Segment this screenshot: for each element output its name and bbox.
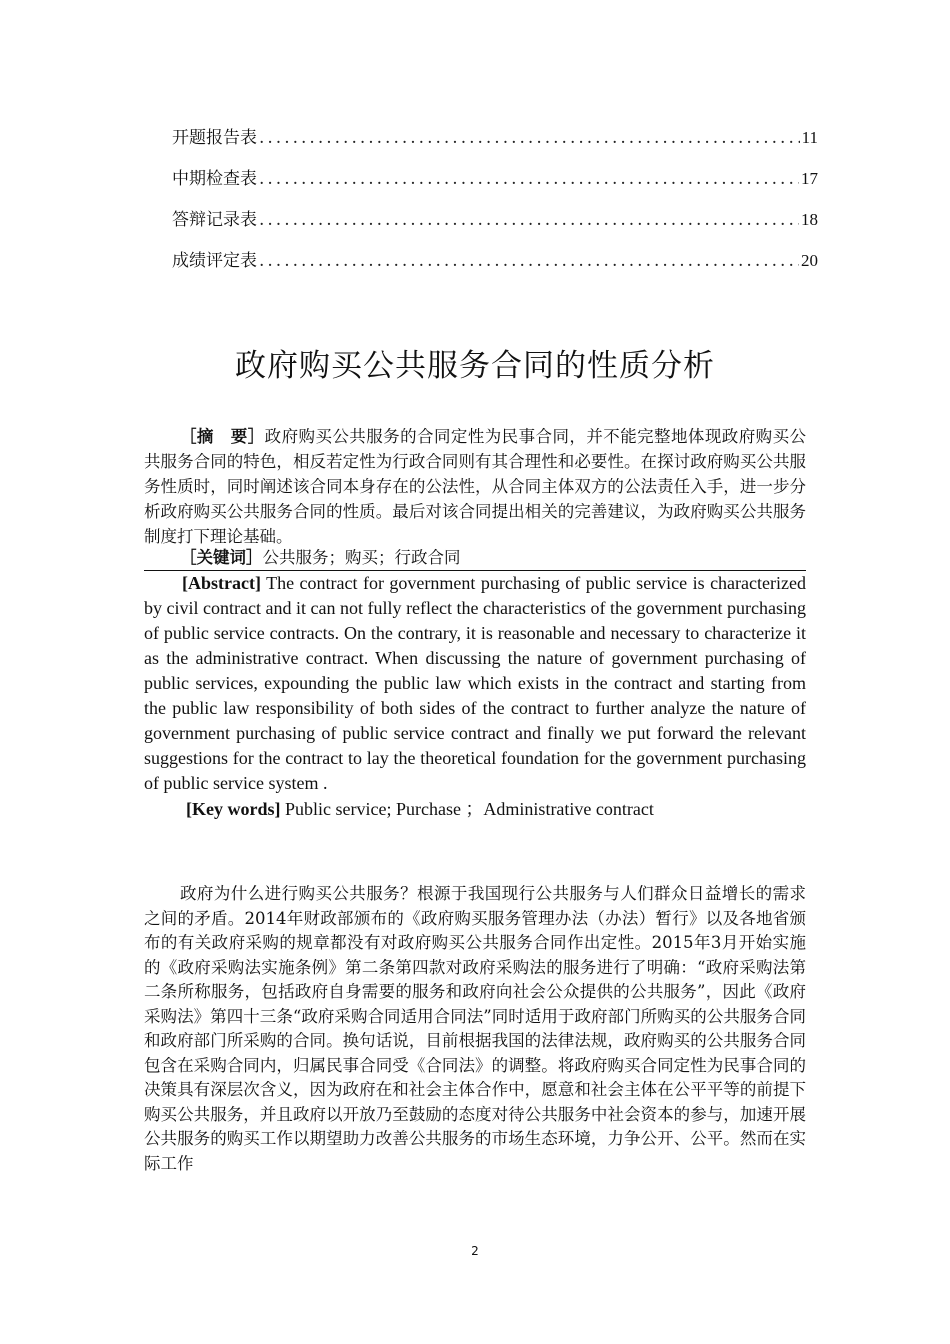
chinese-keywords-label: ［关键词］	[180, 548, 263, 567]
english-keywords	[144, 797, 806, 822]
chinese-abstract-text: 政府购买公共服务的合同定性为民事合同，并不能完整地体现政府购买公共服务合同的特色，相反若定性为行政合同则有其合理性和必要性。在探讨政府购买公共服务性质时，同时阐述该合同本身存在的公法性，从合同主体双方的公法责任入手，进一步分析政府购买公共服务合同的性质。最后对该合同提出相关的完善建议，为政府购买公共服务制度打下理论基础。	[144, 427, 807, 546]
toc-entry-page: 17	[801, 169, 818, 188]
toc-entry-label: 开题报告表	[172, 128, 257, 148]
toc-leader-dots	[259, 126, 800, 150]
page-number: 2	[471, 1244, 479, 1258]
chinese-keywords	[144, 545, 806, 570]
paper-title: 政府购买公共服务合同的性质分析	[235, 348, 715, 384]
english-abstract-text: The contract for government purchasing of public service is characterized by civil contract and it can not fully reflect the characteristics of the government purchasing of public service contracts. On the contrary, it is reasonable and necessary to characterize it as the administrative contract. When discussing the nature of government purchasing of public services, expounding the public law which exists in the contract and starting from the public law responsibility of both sides of the contract to further analyze the nature of government purchasing of public service contract and finally we put forward the relevant suggestions for the contract to lay the theoretical foundation for the government purchasing of public service system .	[144, 573, 806, 793]
toc-leader-dots	[259, 167, 799, 191]
toc-entry[interactable]	[172, 126, 818, 167]
english-abstract	[144, 571, 806, 796]
toc-entry-page: 11	[801, 128, 818, 147]
table-of-contents	[172, 126, 818, 290]
toc-entry[interactable]	[172, 249, 818, 290]
english-keywords-label: [Key words]	[186, 799, 281, 819]
english-keywords-text: Public service; Purchase ；Administrative contract	[280, 799, 654, 819]
chinese-abstract	[144, 424, 806, 549]
toc-entry-page: 20	[801, 251, 818, 270]
toc-leader-dots	[259, 208, 799, 232]
toc-entry-page: 18	[801, 210, 818, 229]
chinese-abstract-label: ［摘 要］	[180, 427, 265, 446]
toc-entry-label: 中期检查表	[172, 169, 257, 189]
body-paragraph: 政府为什么进行购买公共服务？根源于我国现行公共服务与人们群众日益增长的需求之间的矛盾。2014年财政部颁布的《政府购买服务管理办法（办法）暂行》以及各地省颁布的有关政府采购的规章都没有对政府购买公共服务合同作出定性。2015年3月开始实施的《政府采购法实施条例》第二条第四款对政府采购法的服务进行了明确：“政府采购法第二条所称服务，包括政府自身需要的服务和政府向社会公众提供的公共服务”，因此《政府采购法》第四十三条“政府采购合同适用合同法”同时适用于政府部门所购买的公共服务合同和政府部门所采购的合同。换句话说，目前根据我国的法律法规，政府购买的公共服务合同包含在采购合同内，归属民事合同受《合同法》的调整。将政府购买合同定性为民事合同的决策具有深层次含义，因为政府在和社会主体合作中，愿意和社会主体在公平平等的前提下购买公共服务，并且政府以开放乃至鼓励的态度对待公共服务中社会资本的参与，加速开展公共服务的购买工作以期望助力改善公共服务的市场生态环境，力争公开、公平。然而在实际工作	[144, 884, 806, 1173]
english-abstract-label: [Abstract]	[182, 573, 261, 593]
toc-entry-label: 成绩评定表	[172, 251, 257, 271]
chinese-keywords-text: 公共服务；购买；行政合同	[262, 548, 461, 567]
toc-entry[interactable]	[172, 208, 818, 249]
toc-entry-label: 答辩记录表	[172, 210, 257, 230]
toc-leader-dots	[259, 249, 799, 273]
toc-entry[interactable]	[172, 167, 818, 208]
